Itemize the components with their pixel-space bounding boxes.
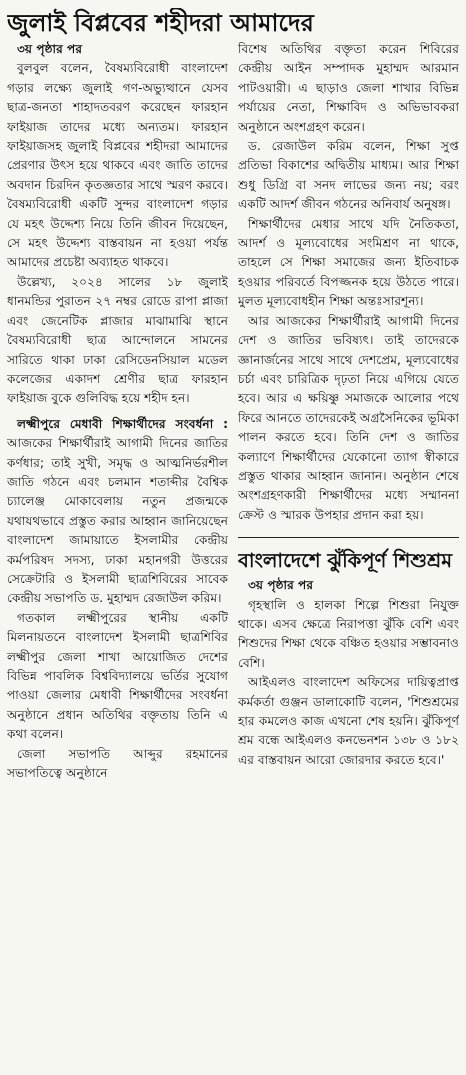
section-paragraph	[7, 415, 228, 609]
article-paragraph: শিক্ষার্থীদের মেধার সাথে যদি নৈতিকতা, আদর্শ ও মূল্যবোধের সংমিশ্রণ না থাকে, তাহলে সে শিক্ষা সমাজের জন্য ইতিবাচক হওয়ার পরিবর্তে বিপজ্জনক হয়ে উঠতে পারে। মুলত মূল্যবোধহীন শিক্ষা অন্তঃসারশূন্য।	[238, 216, 459, 309]
article-paragraph: আইএলও বাংলাদেশ অফিসের দায়িত্বপ্রাপ্ত কর্মকর্তা গুঞ্জন ডালাকোটি বলেন, 'শিশুশ্রমের হার কমলেও কাজ এখনো শেষ হয়নি। ঝুঁকিপূর্ণ শ্রম বন্ধে আইএলও কনভেনশন ১৩৮ ও ১৮২ এর বাস্তবায়ন আরো জোরদার করতে হবে।'	[238, 675, 459, 767]
article-divider	[238, 537, 459, 538]
section-text: আজকের শিক্ষার্থীরাই আগামী দিনের জাতির কর্ণধার; তাই সুখী, সমৃদ্ধ ও আত্মনির্ভরশীল জাতি গঠনে এবং চলমান শতাব্দীর বৈশ্বিক চ্যালেঞ্জ মোকাবেলায় নতুন প্রজন্মকে যথাযথভাবে প্রস্তুত করার আহ্বান জানিয়েছেন বাংলাদেশ জামায়াতে ইসলামীর কেন্দ্রীয় কর্মপরিষদ সদস্য, ঢাকা মহানগরী উত্তরের সেক্রেটারি ও ইসলামী ছাত্রশিবিরের সাবেক কেন্দ্রীয় সভাপতি ড. মুহাম্মদ রেজাউল করিম।	[7, 436, 228, 606]
article-paragraph: আর আজকের শিক্ষার্থীরাই আগামী দিনের দেশ ও জাতির ভবিষ্যৎ। তাই তাদেরকে জ্ঞানার্জনের সাথে সাথে দেশপ্রেম, মূল্যবোধের চর্চা এবং চারিত্রিক দৃঢ়তা নিয়ে এগিয়ে যেতে হবে। আর এ ক্ষয়িষ্ণু সমাজকে আলোর পথে ফিরে আনতে তাদেরকেই অগ্রসৈনিকের ভূমিকা পালন করতে হবে। তিনি দেশ ও জাতির কল্যাণে শিক্ষার্থীদের যেকোনো ত্যাগ স্বীকারে প্রস্তুত থাকার আহ্বান জানান। অনুষ্ঠান শেষে অংশগ্রহণকারী শিক্ষার্থীদের মধ্যে সম্মাননা ক্রেস্ট ও স্মারক উপহার প্রদান করা হয়।	[238, 313, 459, 522]
jump-line-2: ৩য় পৃষ্ঠার পর	[248, 578, 314, 593]
column-right	[238, 40, 459, 783]
jump-line: ৩য় পৃষ্ঠার পর	[17, 42, 83, 56]
article-paragraph: উল্লেখ্য, ২০২৪ সালের ১৮ জুলাই ধানমন্ডির পুরাতন ২৭ নম্বর রোডে রাপা প্লাজা এবং জেনেটিক প্লাজার মাঝামাঝি স্থানে বৈষম্যবিরোধী ছাত্র আন্দোলনে সামনের সারিতে থাকা ঢাকা রেসিডেনসিয়াল মডেল কলেজের একাদশ শ্রেণীর ছাত্র ফারহান ফাইয়াজ বুকে গুলিবিদ্ধ হয়ে শহীদ হন।	[7, 274, 228, 406]
article-paragraph: বিশেষ অতিথির বক্তৃতা করেন শিবিরের কেন্দ্রীয় আইন সম্পাদক মুহাম্মদ আরমান পাটওয়ারী। এ ছাড়াও জেলা শাখার বিভিন্ন পর্যায়ের নেতা, শিক্ষাবিদ ও অভিভাবকরা অনুষ্ঠানে অংশগ্রহণ করেন।	[238, 42, 459, 134]
second-headline: বাংলাদেশে ঝুঁকিপূর্ণ শিশুশ্রম	[238, 549, 453, 573]
column-left	[7, 40, 228, 783]
section-lead: লক্ষ্মীপুরে মেধাবী শিক্ষার্থীদের সংবর্ধনা :	[17, 416, 228, 431]
article-paragraph: গৃহস্থালি ও হালকা শিল্পে শিশুরা নিযুক্ত থাকে। এসব ক্ষেত্রে নিরাপত্তা ঝুঁকি বেশি এবং শিশুদের শিক্ষা থেকে বঞ্চিত হওয়ার সম্ভাবনাও বেশি।	[238, 597, 459, 670]
main-headline: জুলাই বিপ্লবের শহীদরা আমাদের	[7, 8, 314, 37]
article-paragraph: জেলা সভাপতি আব্দুর রহমানের সভাপতিত্বে অনুষ্ঠানে	[7, 746, 228, 781]
article-paragraph: গতকাল লক্ষ্মীপুরের স্থানীয় একটি মিলনায়তনে বাংলাদেশ ইসলামী ছাত্রশিবির লক্ষ্মীপুর জেলা শাখা আয়োজিত দেশের বিভিন্ন পাবলিক বিশ্ববিদ্যালয়ে ভর্তির সুযোগ পাওয়া জেলার মেধাবী শিক্ষার্থীদের সংবর্ধনা অনুষ্ঠানে প্রধান অতিথির বক্তৃতায় তিনি এ কথা বলেন।	[7, 610, 228, 742]
article-paragraph: ড. রেজাউল করিম বলেন, শিক্ষা সুপ্ত প্রতিভা বিকাশের অদ্বিতীয় মাধ্যম। আর শিক্ষা শুধু ডিগ্রি বা সনদ লাভের জন্য নয়; বরং একটি আদর্শ জীবন গঠনের অনিবার্য অনুষঙ্গ।	[238, 139, 459, 212]
article-paragraph: বুলবুল বলেন, বৈষম্যবিরোধী বাংলাদেশ গড়ার লক্ষ্যে জুলাই গণ-অভ্যুত্থানে যেসব ছাত্র-জনতা শাহাদতবরণ করেছেন ফারহান ফাইয়াজ তাদের মধ্যে অন্যতম। ফারহান ফাইয়াজসহ জুলাই বিপ্লবের শহীদরা আমাদের প্রেরণার উৎস হয়ে থাকবে এবং জাতি তাদের অবদান চিরদিন কৃতজ্ঞতার সাথে স্মরণ করবে। বৈষম্যবিরোধী একটি সুন্দর বাংলাদেশ গড়ার যে মহৎ উদ্দেশ্য নিয়ে তিনি জীবন দিয়েছেন, সে মহৎ উদ্দেশ্য বাস্তবায়ন না হওয়া পর্যন্ত আমাদের প্রচেষ্টা অব্যাহত থাকবে।	[7, 61, 228, 270]
article-columns	[7, 40, 459, 783]
